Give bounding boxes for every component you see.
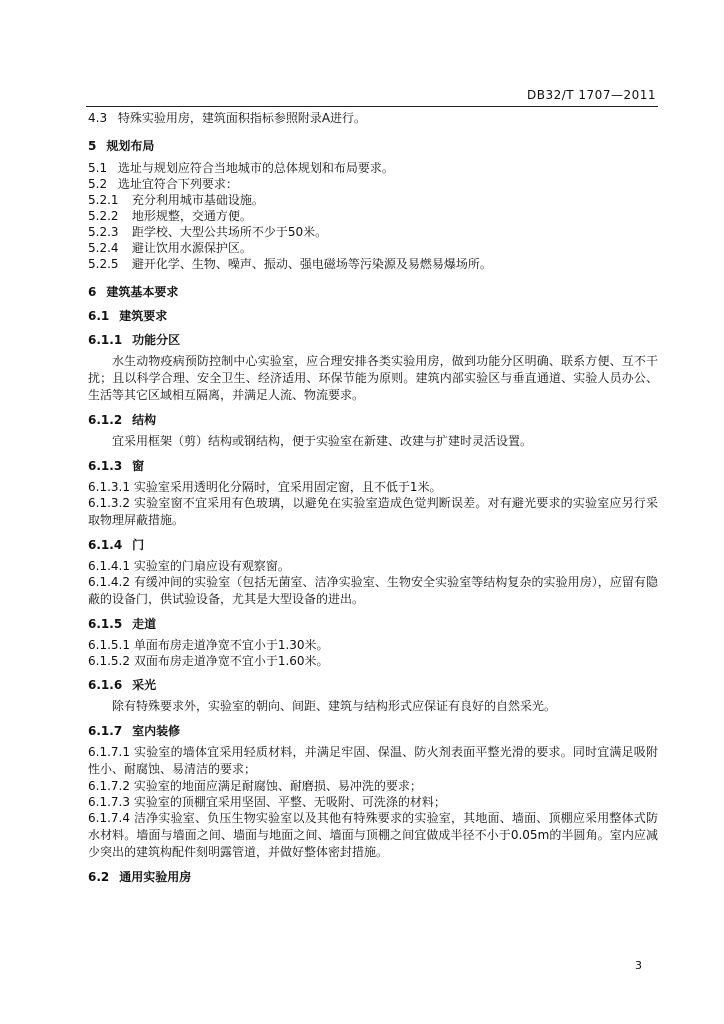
clause-6-1-5-2: 6.1.5.2 双面布房走道净宽不宜小于1.60米。 — [88, 654, 329, 668]
clause-6-1-5-1: 6.1.5.1 单面布房走道净宽不宜小于1.30米。 — [88, 638, 329, 652]
paragraph-structure: 宜采用框架（剪）结构或钢结构，便于实验室在新建、改建与扩建时灵活设置。 — [112, 434, 533, 448]
clause-6-1-7-4: 6.1.7.4 洁净实验室、负压生物实验室以及其他有特殊要求的实验室，其地面、墙面、顶棚应采用整体式防水材料。墙面与墙面之间、墙面与地面之间、墙面与顶棚之间宜做成半径不小于0.05m的半圆角。室内应减少突出的建筑构配件刻明露管道，并做好整体密封措施。 — [88, 811, 658, 859]
clause-6-1-4-1: 6.1.4.1 实验室的门扇应设有观察窗。 — [88, 559, 290, 573]
clause-4-3: 4.3 特殊实验用房，建筑面积指标参照附录A进行。 — [88, 111, 367, 125]
page-number: 3 — [635, 959, 642, 972]
clause-6-1-4-2: 6.1.4.2 有缓冲间的实验室（包括无菌室、洁净实验室、生物安全实验室等结构复杂的实验用房），应留有隐蔽的设备门，供试验设备，尤其是大型设备的进出。 — [88, 575, 658, 606]
section-6-1-5-heading: 6.1.5 走道 — [88, 617, 157, 631]
clause-6-1-3-2: 6.1.3.2 实验室窗不宜采用有色玻璃，以避免在实验室造成色觉判断误差。对有避光要求的实验室应另行采取物理屏蔽措施。 — [88, 496, 658, 527]
paragraph-functional-zoning: 水生动物疫病预防控制中心实验室，应合理安排各类实验用房，做到功能分区明确、联系方便、互不干扰；且以科学合理、安全卫生、经济适用、环保节能为原则。建筑内部实验区与垂直通道、实验人员办公、生活等其它区域相互隔离，并满足人流、物流要求。 — [88, 354, 658, 402]
paragraph-lighting: 除有特殊要求外，实验室的朝向、间距、建筑与结构形式应保证有良好的自然采光。 — [112, 699, 557, 713]
document-code: DB32/T 1707—2011 — [526, 88, 656, 102]
section-6-heading: 6 建筑基本要求 — [88, 285, 179, 299]
section-5-heading: 5 规划布局 — [88, 139, 155, 153]
clause-6-1-7-2: 6.1.7.2 实验室的地面应满足耐腐蚀、耐磨损、易冲洗的要求； — [88, 779, 422, 793]
list-item: 5.2.1 充分利用城市基础设施。 — [88, 193, 264, 207]
section-6-1-7-heading: 6.1.7 室内装修 — [88, 724, 181, 738]
document-body — [88, 110, 658, 890]
clause-5-2: 5.2 选址宜符合下列要求： — [88, 177, 238, 191]
list-item: 5.2.5 避开化学、生物、噪声、振动、强电磁场等污染源及易燃易爆场所。 — [88, 257, 492, 271]
list-item: 5.2.2 地形规整，交通方便。 — [88, 209, 252, 223]
section-6-1-3-heading: 6.1.3 窗 — [88, 459, 145, 473]
clause-6-1-7-1: 6.1.7.1 实验室的墙体宜采用轻质材料，并满足牢固、保温、防火剂表面平整光滑的要求。同时宜满足吸附性小、耐腐蚀、易清洁的要求； — [88, 745, 658, 776]
section-6-2-heading: 6.2 通用实验用房 — [88, 870, 192, 884]
list-item: 5.2.3 距学校、大型公共场所不少于50米。 — [88, 225, 328, 239]
header-rule — [86, 106, 658, 107]
clause-6-1-7-3: 6.1.7.3 实验室的顶棚宜采用坚固、平整、无吸附、可洗涤的材料； — [88, 795, 446, 809]
section-6-1-4-heading: 6.1.4 门 — [88, 538, 145, 552]
list-item: 5.2.4 避让饮用水源保护区。 — [88, 241, 252, 255]
section-6-1-heading: 6.1 建筑要求 — [88, 309, 168, 323]
section-6-1-2-heading: 6.1.2 结构 — [88, 413, 157, 427]
clause-6-1-3-1: 6.1.3.1 实验室采用透明化分隔时，宜采用固定窗，且不低于1米。 — [88, 480, 442, 494]
clause-5-1: 5.1 选址与规划应符合当地城市的总体规划和布局要求。 — [88, 161, 394, 175]
section-6-1-1-heading: 6.1.1 功能分区 — [88, 333, 181, 347]
section-6-1-6-heading: 6.1.6 采光 — [88, 678, 157, 692]
